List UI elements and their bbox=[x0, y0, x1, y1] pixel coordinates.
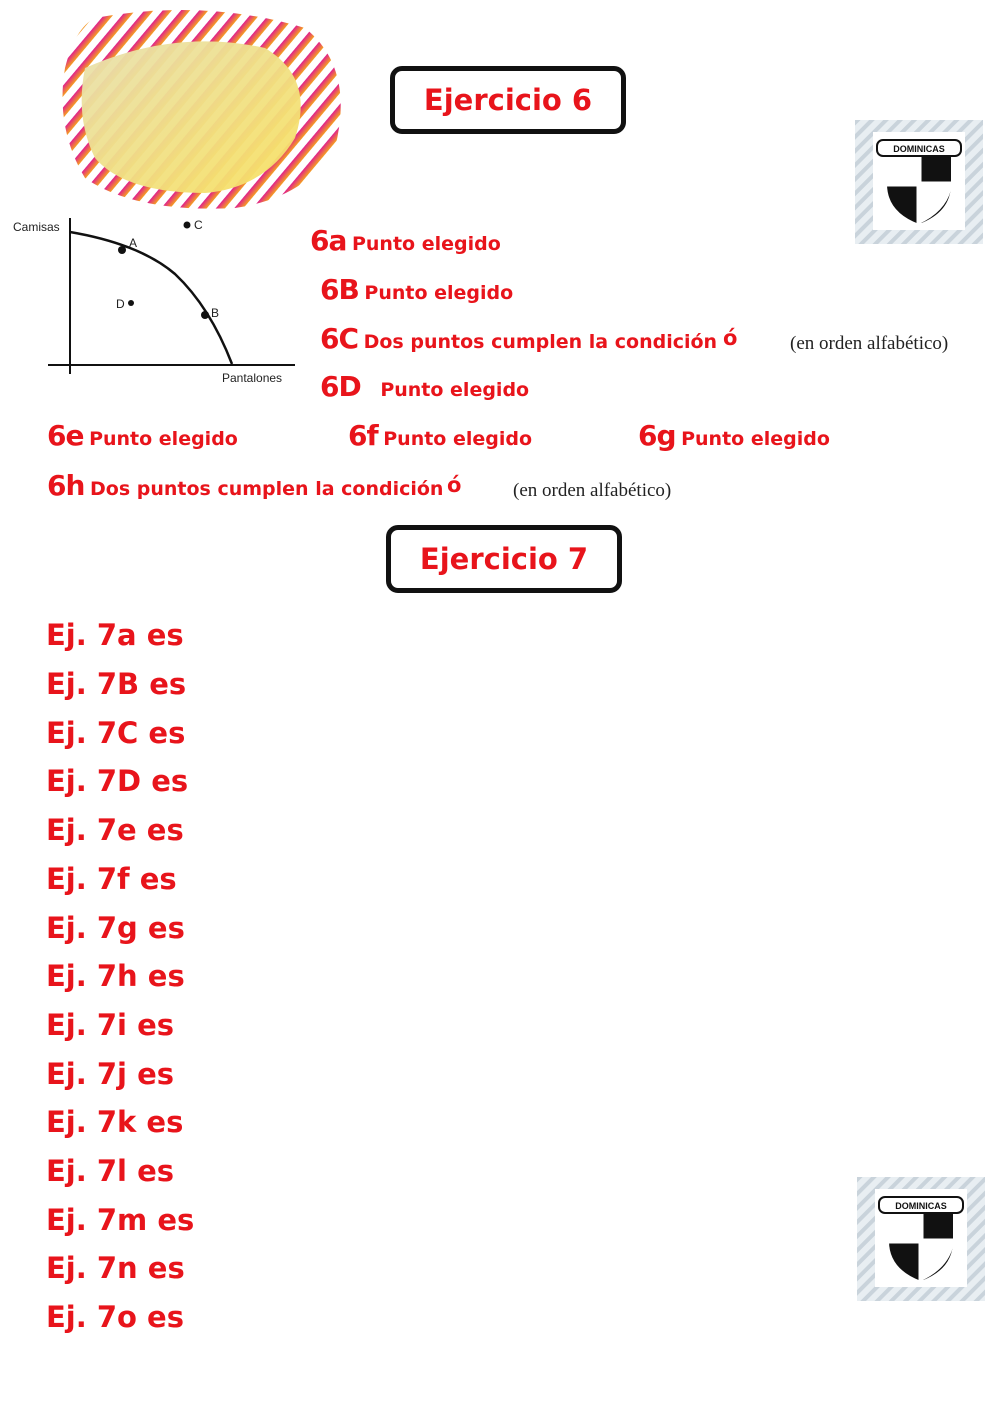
item-6h-connector: ó bbox=[447, 473, 462, 497]
exercise7-title-box bbox=[386, 525, 622, 593]
item-6e-num: 6e bbox=[47, 419, 84, 452]
item-6c-connector: ó bbox=[723, 326, 738, 350]
item-6f bbox=[348, 419, 532, 452]
item-6e-text: Punto elegido bbox=[89, 428, 238, 450]
x-axis-label: Pantalones bbox=[222, 371, 283, 385]
logo-text: DOMINICAS bbox=[893, 144, 945, 154]
answer-7e: Ej. 7e es bbox=[46, 813, 184, 847]
item-6c-note: (en orden alfabético) bbox=[790, 333, 949, 354]
answer-7i: Ej. 7i es bbox=[46, 1008, 175, 1042]
item-6g-text: Punto elegido bbox=[681, 428, 830, 450]
ppf-chart bbox=[10, 212, 300, 390]
item-6f-num: 6f bbox=[348, 419, 378, 452]
answer-7n: Ej. 7n es bbox=[46, 1251, 185, 1285]
item-6c-num: 6C bbox=[320, 322, 359, 355]
answer-7b: Ej. 7B es bbox=[46, 667, 187, 701]
answer-7h: Ej. 7h es bbox=[46, 959, 185, 993]
item-6f-text: Punto elegido bbox=[383, 428, 533, 450]
answer-7a: Ej. 7a es bbox=[46, 618, 184, 652]
point-d bbox=[128, 300, 134, 306]
answer-7m: Ej. 7m es bbox=[46, 1203, 195, 1237]
item-6h-note: (en orden alfabético) bbox=[513, 480, 672, 501]
logo-text-bottom: DOMINICAS bbox=[895, 1201, 947, 1211]
point-b bbox=[201, 311, 209, 319]
item-6a-num: 6a bbox=[310, 224, 347, 257]
decorative-blob bbox=[55, 8, 345, 218]
item-6d bbox=[320, 370, 529, 403]
item-6b bbox=[320, 273, 513, 306]
point-c-label: C bbox=[194, 218, 203, 232]
answer-7j: Ej. 7j es bbox=[46, 1057, 175, 1091]
item-6c-text: Dos puntos cumplen la condición bbox=[363, 331, 718, 353]
exercise7-title: Ejercicio 7 bbox=[419, 542, 589, 576]
answer-7f: Ej. 7f es bbox=[46, 862, 177, 896]
answer-7k: Ej. 7k es bbox=[46, 1105, 184, 1139]
answer-7o: Ej. 7o es bbox=[46, 1300, 184, 1334]
y-axis-label: Camisas bbox=[13, 220, 60, 234]
exercise6-title-box bbox=[390, 66, 626, 134]
point-a-label: A bbox=[129, 236, 138, 250]
item-6h-text: Dos puntos cumplen la condición bbox=[90, 478, 444, 500]
item-6d-text: Punto elegido bbox=[380, 379, 530, 401]
ppf-curve bbox=[70, 232, 232, 364]
answer-7g: Ej. 7g es bbox=[46, 911, 185, 945]
answer-7l: Ej. 7l es bbox=[46, 1154, 175, 1188]
item-6e bbox=[47, 419, 238, 452]
item-6b-num: 6B bbox=[320, 273, 359, 306]
exercise6-title: Ejercicio 6 bbox=[423, 83, 593, 117]
item-6g-num: 6g bbox=[638, 419, 676, 452]
item-6a bbox=[310, 224, 501, 257]
answer-7d: Ej. 7D es bbox=[46, 764, 189, 798]
item-6h bbox=[47, 469, 443, 502]
item-6b-text: Punto elegido bbox=[364, 282, 514, 304]
school-logo-top bbox=[855, 120, 983, 248]
item-6h-num: 6h bbox=[47, 469, 85, 502]
item-6g bbox=[638, 419, 830, 452]
item-6c bbox=[320, 322, 717, 355]
point-c bbox=[184, 222, 191, 229]
point-a bbox=[118, 246, 126, 254]
answer-7c: Ej. 7C es bbox=[46, 716, 186, 750]
point-d-label: D bbox=[116, 297, 125, 311]
school-logo-bottom bbox=[857, 1177, 985, 1305]
item-6d-num: 6D bbox=[320, 370, 361, 403]
point-b-label: B bbox=[211, 306, 220, 320]
item-6a-text: Punto elegido bbox=[351, 233, 501, 255]
